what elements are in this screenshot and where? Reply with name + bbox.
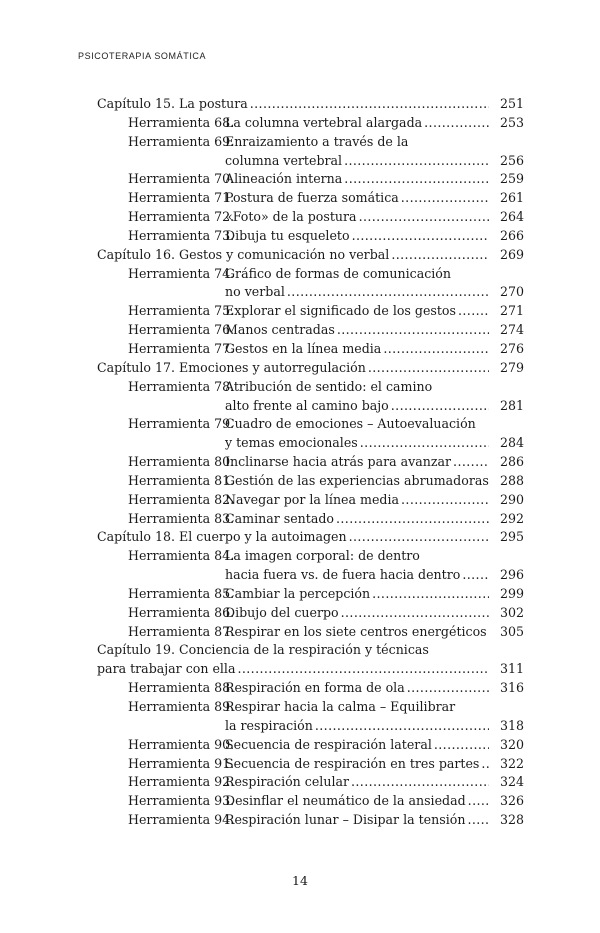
toc-page-number: 269 (499, 246, 524, 262)
toc-chapter-row[interactable] (97, 660, 524, 679)
toc-tool-label: Herramienta 94. (128, 812, 235, 828)
toc-page-number: 271 (499, 303, 524, 319)
toc-entry-title: Capítulo 15. La postura (97, 96, 248, 111)
toc-page-number: 270 (499, 284, 524, 300)
toc-tool-label: Herramienta 75. (128, 303, 235, 319)
dot-leader (487, 623, 489, 642)
toc-tool-label: Herramienta 70. (128, 171, 235, 187)
toc-chapter-row[interactable] (97, 641, 524, 660)
dot-leader (381, 340, 489, 359)
toc-page-number: 299 (499, 585, 524, 601)
toc-entry-title: Respirar en los siete centros energéticos (225, 623, 487, 639)
toc-entry-text (128, 755, 494, 774)
toc-page-number: 281 (499, 397, 524, 413)
toc-entry-text (97, 641, 494, 660)
toc-tool-row[interactable] (97, 453, 524, 472)
toc-entry-title: Alineación interna (225, 171, 343, 187)
toc-entry-text (225, 152, 494, 171)
toc-page-number: 266 (499, 227, 524, 243)
toc-entry-title: Capítulo 17. Emociones y autorregulación (97, 359, 366, 375)
toc-entry-text (128, 736, 494, 755)
toc-entry-title: Desinflar el neumático de la ansiedad (225, 793, 466, 809)
toc-entry-text (128, 114, 494, 133)
toc-tool-label: Herramienta 91. (128, 755, 235, 771)
toc-tool-row[interactable] (97, 208, 524, 227)
toc-entry-title: Atribución de sentido: el camino (225, 378, 433, 394)
toc-tool-row[interactable] (97, 227, 524, 246)
toc-tool-row[interactable] (97, 585, 524, 604)
toc-entry-text (128, 321, 494, 340)
dot-leader (349, 773, 489, 792)
dot-leader (460, 566, 489, 585)
toc-page-number: 318 (499, 717, 524, 733)
toc-tool-row[interactable] (97, 302, 524, 321)
toc-page-number: 259 (499, 171, 524, 187)
toc-page-number: 316 (499, 680, 524, 696)
toc-entry-text (128, 547, 494, 566)
running-head: PSICOTERAPIA SOMÁTICA (78, 51, 207, 61)
toc-entry-title: Dibuja tu esqueleto (225, 227, 350, 243)
toc-entry-text (128, 189, 494, 208)
toc-entry-title: Respiración en forma de ola (225, 680, 405, 696)
toc-tool-row[interactable] (97, 811, 524, 830)
toc-tool-label: Herramienta 68. (128, 114, 235, 130)
dot-leader (313, 717, 489, 736)
toc-tool-label: Herramienta 83. (128, 510, 235, 526)
toc-page-number: 276 (499, 340, 524, 356)
toc-entry-text (128, 604, 494, 623)
toc-entry-title: Postura de fuerza somática (225, 190, 399, 206)
toc-page-number: 296 (499, 567, 524, 583)
dot-leader (399, 189, 489, 208)
toc-tool-label: Herramienta 77. (128, 340, 235, 356)
toc-entry-title: columna vertebral (225, 152, 343, 168)
toc-page-number: 274 (499, 322, 524, 338)
toc-entry-title: Cambiar la percepción (225, 585, 371, 601)
toc-tool-row[interactable] (97, 114, 524, 133)
toc-tool-label: Herramienta 84. (128, 548, 235, 564)
toc-entry-text (128, 679, 494, 698)
dot-leader (350, 227, 489, 246)
toc-tool-row[interactable] (97, 321, 524, 340)
toc-tool-label: Herramienta 87. (128, 623, 235, 639)
dot-leader (285, 283, 489, 302)
toc-entry-title: Gestos en la línea media (225, 340, 382, 356)
toc-page-number: 264 (499, 209, 524, 225)
toc-entry-text (97, 95, 494, 114)
toc-tool-row[interactable] (97, 623, 524, 642)
toc-page-number: 290 (499, 491, 524, 507)
toc-entry-text (128, 510, 494, 529)
toc-page-number: 305 (499, 623, 524, 639)
toc-entry-title: La columna vertebral alargada (225, 114, 423, 130)
toc-tool-row[interactable] (97, 491, 524, 510)
toc-page-number: 326 (499, 793, 524, 809)
dot-leader (248, 95, 489, 114)
toc-entry-title: Navegar por la línea media (225, 491, 400, 507)
toc-tool-row[interactable] (97, 265, 524, 284)
toc-entry-title: para trabajar con ella (97, 661, 236, 677)
toc-entry-text (128, 792, 494, 811)
toc-page-number: 328 (499, 812, 524, 828)
toc-page-number: 256 (499, 152, 524, 168)
toc-tool-row[interactable] (97, 736, 524, 755)
dot-leader (389, 246, 489, 265)
toc-continuation-row[interactable] (97, 283, 524, 302)
toc-entry-text (128, 453, 494, 472)
toc-tool-row[interactable] (97, 510, 524, 529)
toc-entry-title: hacia fuera vs. de fuera hacia dentro (225, 567, 461, 583)
toc-chapter-row[interactable] (97, 95, 524, 114)
toc-entry-title: Explorar el significado de los gestos (225, 303, 456, 319)
toc-tool-row[interactable] (97, 472, 524, 491)
toc-entry-text (97, 359, 494, 378)
dot-leader (405, 679, 489, 698)
dot-leader (342, 152, 489, 171)
dot-leader (370, 585, 489, 604)
toc-continuation-row[interactable] (97, 434, 524, 453)
toc-page-number: 311 (499, 661, 524, 677)
toc-tool-label: Herramienta 86. (128, 604, 235, 620)
toc-entry-text (128, 491, 494, 510)
toc-page-number: 251 (499, 96, 524, 111)
toc-entry-title: Capítulo 16. Gestos y comunicación no verbal (97, 246, 390, 262)
toc-tool-row[interactable] (97, 547, 524, 566)
dot-leader (466, 792, 489, 811)
toc-entry-title: Capítulo 18. El cuerpo y la autoimagen (97, 529, 347, 545)
dot-leader (451, 453, 489, 472)
toc-entry-title: Secuencia de respiración lateral (225, 736, 432, 752)
toc-tool-label: Herramienta 90. (128, 736, 235, 752)
dot-leader (399, 491, 489, 510)
toc-tool-label: Herramienta 85. (128, 585, 235, 601)
dot-leader (335, 321, 489, 340)
toc-page-number: 261 (499, 190, 524, 206)
toc-entry-text (97, 246, 494, 265)
dot-leader (358, 434, 489, 453)
toc-entry-title: Caminar sentado (225, 510, 334, 526)
dot-leader (479, 755, 489, 774)
toc-tool-label: Herramienta 80. (128, 454, 235, 470)
toc-tool-label: Herramienta 79. (128, 416, 235, 432)
toc-tool-row[interactable] (97, 340, 524, 359)
toc-page-number: 279 (499, 359, 524, 375)
toc-entry-text (225, 283, 494, 302)
toc-tool-label: Herramienta 73. (128, 227, 235, 243)
toc-entry-title: Manos centradas (225, 322, 335, 338)
table-of-contents (97, 95, 524, 830)
toc-entry-text (225, 717, 494, 736)
toc-tool-label: Herramienta 88. (128, 680, 235, 696)
toc-entry-title: Respiración celular (225, 774, 349, 790)
toc-page-number: 284 (499, 435, 524, 451)
dot-leader (422, 114, 489, 133)
toc-page-number: 292 (499, 510, 524, 526)
toc-entry-title: Gestión de las experiencias abrumadoras (225, 472, 489, 488)
toc-entry-title: y temas emocionales (225, 435, 358, 451)
toc-continuation-row[interactable] (97, 566, 524, 585)
toc-entry-title: Secuencia de respiración en tres partes (225, 755, 480, 771)
toc-tool-row[interactable] (97, 170, 524, 189)
toc-entry-title: alto frente al camino bajo (225, 397, 389, 413)
toc-page-number: 324 (499, 774, 524, 790)
toc-chapter-row[interactable] (97, 359, 524, 378)
toc-page-number: 322 (499, 755, 524, 771)
toc-tool-row[interactable] (97, 773, 524, 792)
toc-entry-text (128, 623, 494, 642)
toc-tool-row[interactable] (97, 679, 524, 698)
toc-entry-title: no verbal (225, 284, 285, 300)
toc-entry-text (128, 378, 494, 397)
toc-entry-text (97, 660, 494, 679)
toc-chapter-row[interactable] (97, 246, 524, 265)
toc-tool-label: Herramienta 76. (128, 322, 235, 338)
toc-entry-title: La imagen corporal: de dentro (225, 548, 420, 564)
toc-entry-text (128, 133, 494, 152)
toc-entry-text (128, 302, 494, 321)
toc-tool-row[interactable] (97, 189, 524, 208)
toc-tool-label: Herramienta 74. (128, 265, 235, 281)
toc-continuation-row[interactable] (97, 397, 524, 416)
toc-entry-title: Respirar hacia la calma – Equilibrar (225, 699, 456, 714)
toc-entry-text (128, 698, 494, 717)
toc-continuation-row[interactable] (97, 717, 524, 736)
toc-entry-title: Enraizamiento a través de la (225, 133, 409, 149)
toc-entry-title: Inclinarse hacia atrás para avanzar (225, 454, 452, 470)
toc-page-number: 295 (499, 529, 524, 545)
dot-leader (347, 528, 489, 547)
toc-entry-text (128, 415, 494, 434)
dot-leader (342, 170, 489, 189)
toc-tool-row[interactable] (97, 415, 524, 434)
toc-tool-label: Herramienta 78. (128, 378, 235, 394)
dot-leader (456, 302, 489, 321)
toc-tool-label: Herramienta 69. (128, 133, 235, 149)
toc-entry-text (128, 773, 494, 792)
toc-entry-title: la respiración (225, 717, 313, 733)
toc-page-number: 288 (499, 472, 524, 488)
toc-page-number: 286 (499, 454, 524, 470)
dot-leader (489, 472, 491, 491)
toc-page-number: 302 (499, 604, 524, 620)
dot-leader (235, 660, 489, 679)
toc-chapter-row[interactable] (97, 528, 524, 547)
toc-entry-title: Respiración lunar – Disipar la tensión (225, 812, 466, 828)
toc-tool-label: Herramienta 81. (128, 472, 235, 488)
dot-leader (339, 604, 489, 623)
toc-entry-title: Capítulo 19. Conciencia de la respiración y técnicas (97, 642, 429, 658)
toc-continuation-row[interactable] (97, 152, 524, 171)
toc-entry-text (225, 397, 494, 416)
toc-entry-text (128, 585, 494, 604)
toc-tool-label: Herramienta 82. (128, 491, 235, 507)
dot-leader (389, 397, 489, 416)
toc-entry-title: Gráfico de formas de comunicación (225, 265, 452, 281)
toc-entry-title: Cuadro de emociones – Autoevaluación (225, 416, 476, 432)
dot-leader (366, 359, 489, 378)
toc-page-number: 320 (499, 736, 524, 752)
toc-entry-text (225, 566, 494, 585)
toc-entry-title: Dibujo del cuerpo (225, 604, 339, 620)
toc-entry-text (128, 265, 494, 284)
dot-leader (465, 811, 489, 830)
toc-entry-text (128, 472, 494, 491)
toc-entry-text (128, 170, 494, 189)
dot-leader (357, 208, 489, 227)
dot-leader (334, 510, 489, 529)
toc-tool-row[interactable] (97, 698, 524, 717)
toc-tool-label: Herramienta 71. (128, 190, 235, 206)
toc-tool-row[interactable] (97, 378, 524, 397)
toc-tool-row[interactable] (97, 604, 524, 623)
toc-tool-row[interactable] (97, 755, 524, 774)
toc-tool-label: Herramienta 93. (128, 793, 235, 809)
dot-leader (432, 736, 489, 755)
toc-entry-text (128, 340, 494, 359)
toc-entry-text (97, 528, 494, 547)
page-number: 14 (292, 873, 308, 888)
toc-tool-label: Herramienta 72. (128, 209, 235, 225)
toc-tool-row[interactable] (97, 133, 524, 152)
toc-tool-row[interactable] (97, 792, 524, 811)
toc-entry-title: «Foto» de la postura (225, 209, 357, 225)
toc-tool-label: Herramienta 92. (128, 774, 235, 790)
toc-page-number: 253 (499, 114, 524, 130)
toc-entry-text (128, 811, 494, 830)
toc-entry-text (225, 434, 494, 453)
toc-tool-label: Herramienta 89. (128, 699, 235, 714)
toc-entry-text (128, 208, 494, 227)
toc-entry-text (128, 227, 494, 246)
